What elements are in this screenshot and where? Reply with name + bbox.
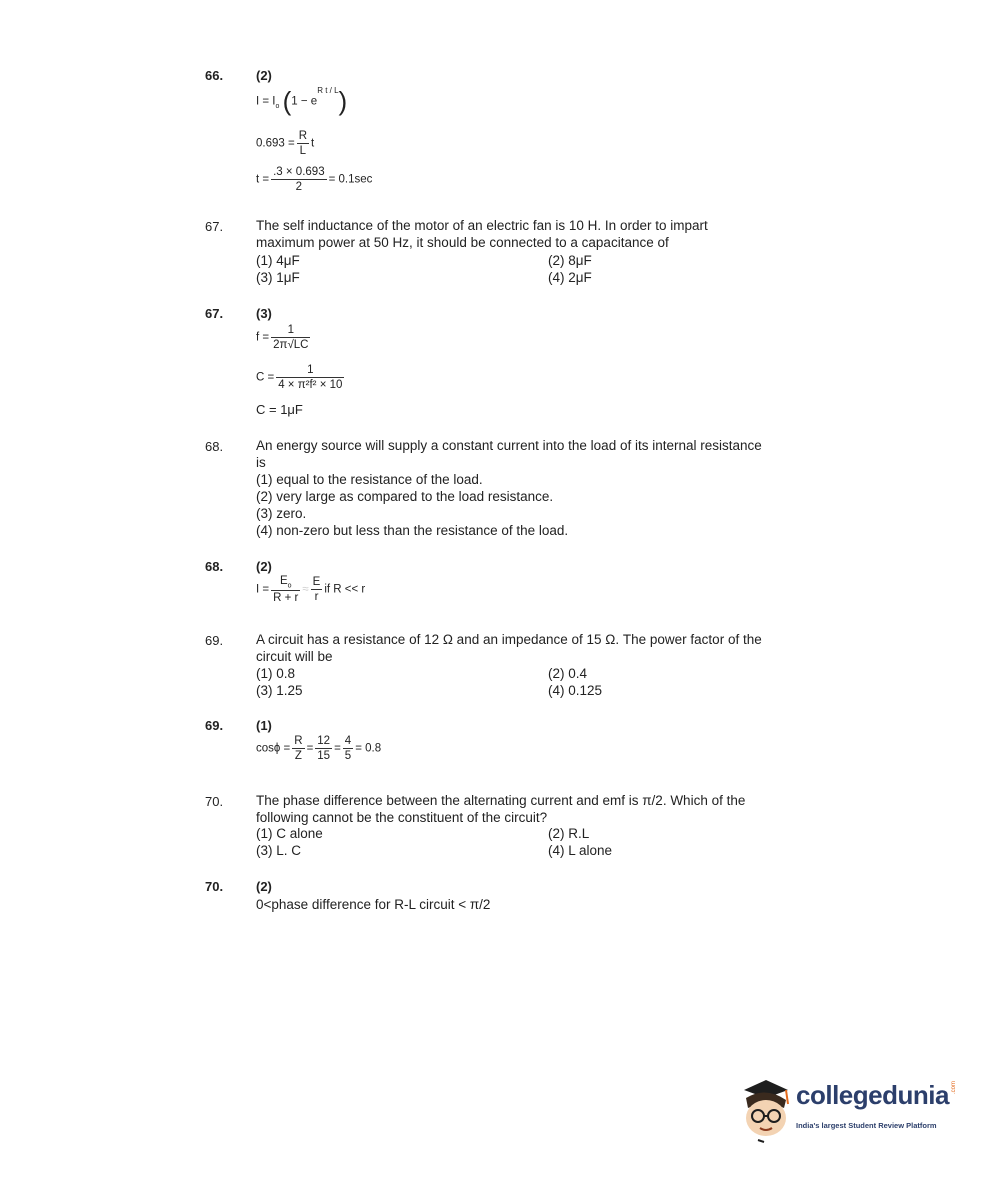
question-text [256,437,818,539]
option: (1) 4μF [256,253,300,268]
numerator: .3 × 0.693 [273,166,325,178]
option: (4) L alone [548,843,613,858]
question-number: 70. [205,794,224,809]
denominator: R + r [273,592,299,605]
denominator: 5 [344,750,352,762]
logo-wordmark: collegedunia [796,1080,949,1110]
subscript: o [287,582,292,590]
answer-number: 70. [205,879,224,894]
option: (1) C alone [256,826,323,841]
question-number: 68. [205,439,224,454]
question-line: is [256,455,266,470]
equation-lhs: t = [256,173,270,186]
question-number: 69. [205,633,224,648]
approx-sign: ≈ [302,583,309,596]
question-line: maximum power at 50 Hz, it should be connected to a capacitance of [256,235,669,250]
equation-rhs: if R << r [324,583,366,596]
answer-number: 66. [205,68,224,83]
denominator: 2π√LC [273,339,309,351]
question-text [256,792,818,826]
option: (4) 0.125 [548,683,603,698]
option: (1) 0.8 [256,666,296,681]
subscript: o [275,102,280,110]
question-text [256,217,818,251]
option: (2) 8μF [548,253,592,268]
equation-term: 1 − e [291,95,318,108]
equation-rhs: = 0.8 [355,742,382,755]
option: (2) 0.4 [548,666,588,681]
logo-domain: .com [951,1080,957,1094]
option: (4) non-zero but less than the resistance of the load. [256,523,569,538]
numerator: 12 [317,735,331,747]
option: (1) equal to the resistance of the load. [256,472,483,487]
equation-lhs: f = [256,331,270,344]
exponent: R t / L [317,86,339,95]
denominator: 15 [317,750,331,762]
numerator: E [312,576,321,589]
equation: $I = I_o$ $(1 - e^{R t / L})$ [256,86,348,116]
equation [256,324,312,351]
option: (3) 1μF [256,270,300,285]
equation-lhs: cosϕ = [256,742,291,755]
question-line: circuit will be [256,649,333,664]
question-text [256,631,818,665]
question-line: The phase difference between the alternating current and emf is π/2. Which of the [256,793,746,808]
collegedunia-logo [738,1074,963,1144]
answer-number: 69. [205,718,224,733]
denominator: 4 × π²f² × 10 [278,379,343,391]
logo-tagline: India's largest Student Review Platform [796,1121,937,1130]
numerator: 1 [271,324,310,338]
equation [256,130,314,157]
option: (2) R.L [548,826,590,841]
denominator: L [299,145,307,157]
equation-rhs: t [311,137,315,150]
numerator: 4 [344,735,352,747]
equation-lhs: I = I [256,95,276,108]
answer-choice: (3) [256,306,272,321]
equation [256,166,372,193]
numerator: R [298,130,308,142]
question-line: An energy source will supply a constant current into the load of its internal resistance [256,438,762,453]
denominator: Z [294,750,302,762]
option: (3) 1.25 [256,683,303,698]
question-line: following cannot be the constituent of the circuit? [256,810,548,825]
equation [256,575,365,604]
numerator: R [294,735,303,747]
answer-choice: (2) [256,879,272,894]
mascot-icon [738,1074,794,1144]
option: (2) very large as compared to the load resistance. [256,489,554,504]
option: (3) zero. [256,506,307,521]
question-line: A circuit has a resistance of 12 Ω and an impedance of 15 Ω. The power factor of the [256,632,762,647]
equation: C = 1μF [256,402,303,417]
equation-lhs: 0.693 = [256,137,295,150]
answer-choice: (1) [256,718,272,733]
numerator: E [279,575,288,587]
denominator: r [314,591,319,604]
answer-number: 68. [205,559,224,574]
equation: cosϕ = $\frac{R}{Z}$ = $\frac{12}{15}$ = $\frac{4}{5}$ = 0.8 [256,735,382,762]
option: (3) L. C [256,843,302,858]
answer-choice: (2) [256,68,272,83]
option: (4) 2μF [548,270,592,285]
answer-explanation: 0<phase difference for R-L circuit < π/2 [256,897,491,912]
question-line: The self inductance of the motor of an electric fan is 10 H. In order to impart [256,218,708,233]
equation-lhs: I = [256,583,270,596]
question-number: 67. [205,219,224,234]
answer-choice: (2) [256,559,272,574]
equation-rhs: = 0.1sec [328,173,373,186]
answer-number: 67. [205,306,224,321]
numerator: 1 [276,364,344,378]
equation-lhs: C = [256,371,275,384]
equation [256,364,346,391]
denominator: 2 [295,181,303,193]
